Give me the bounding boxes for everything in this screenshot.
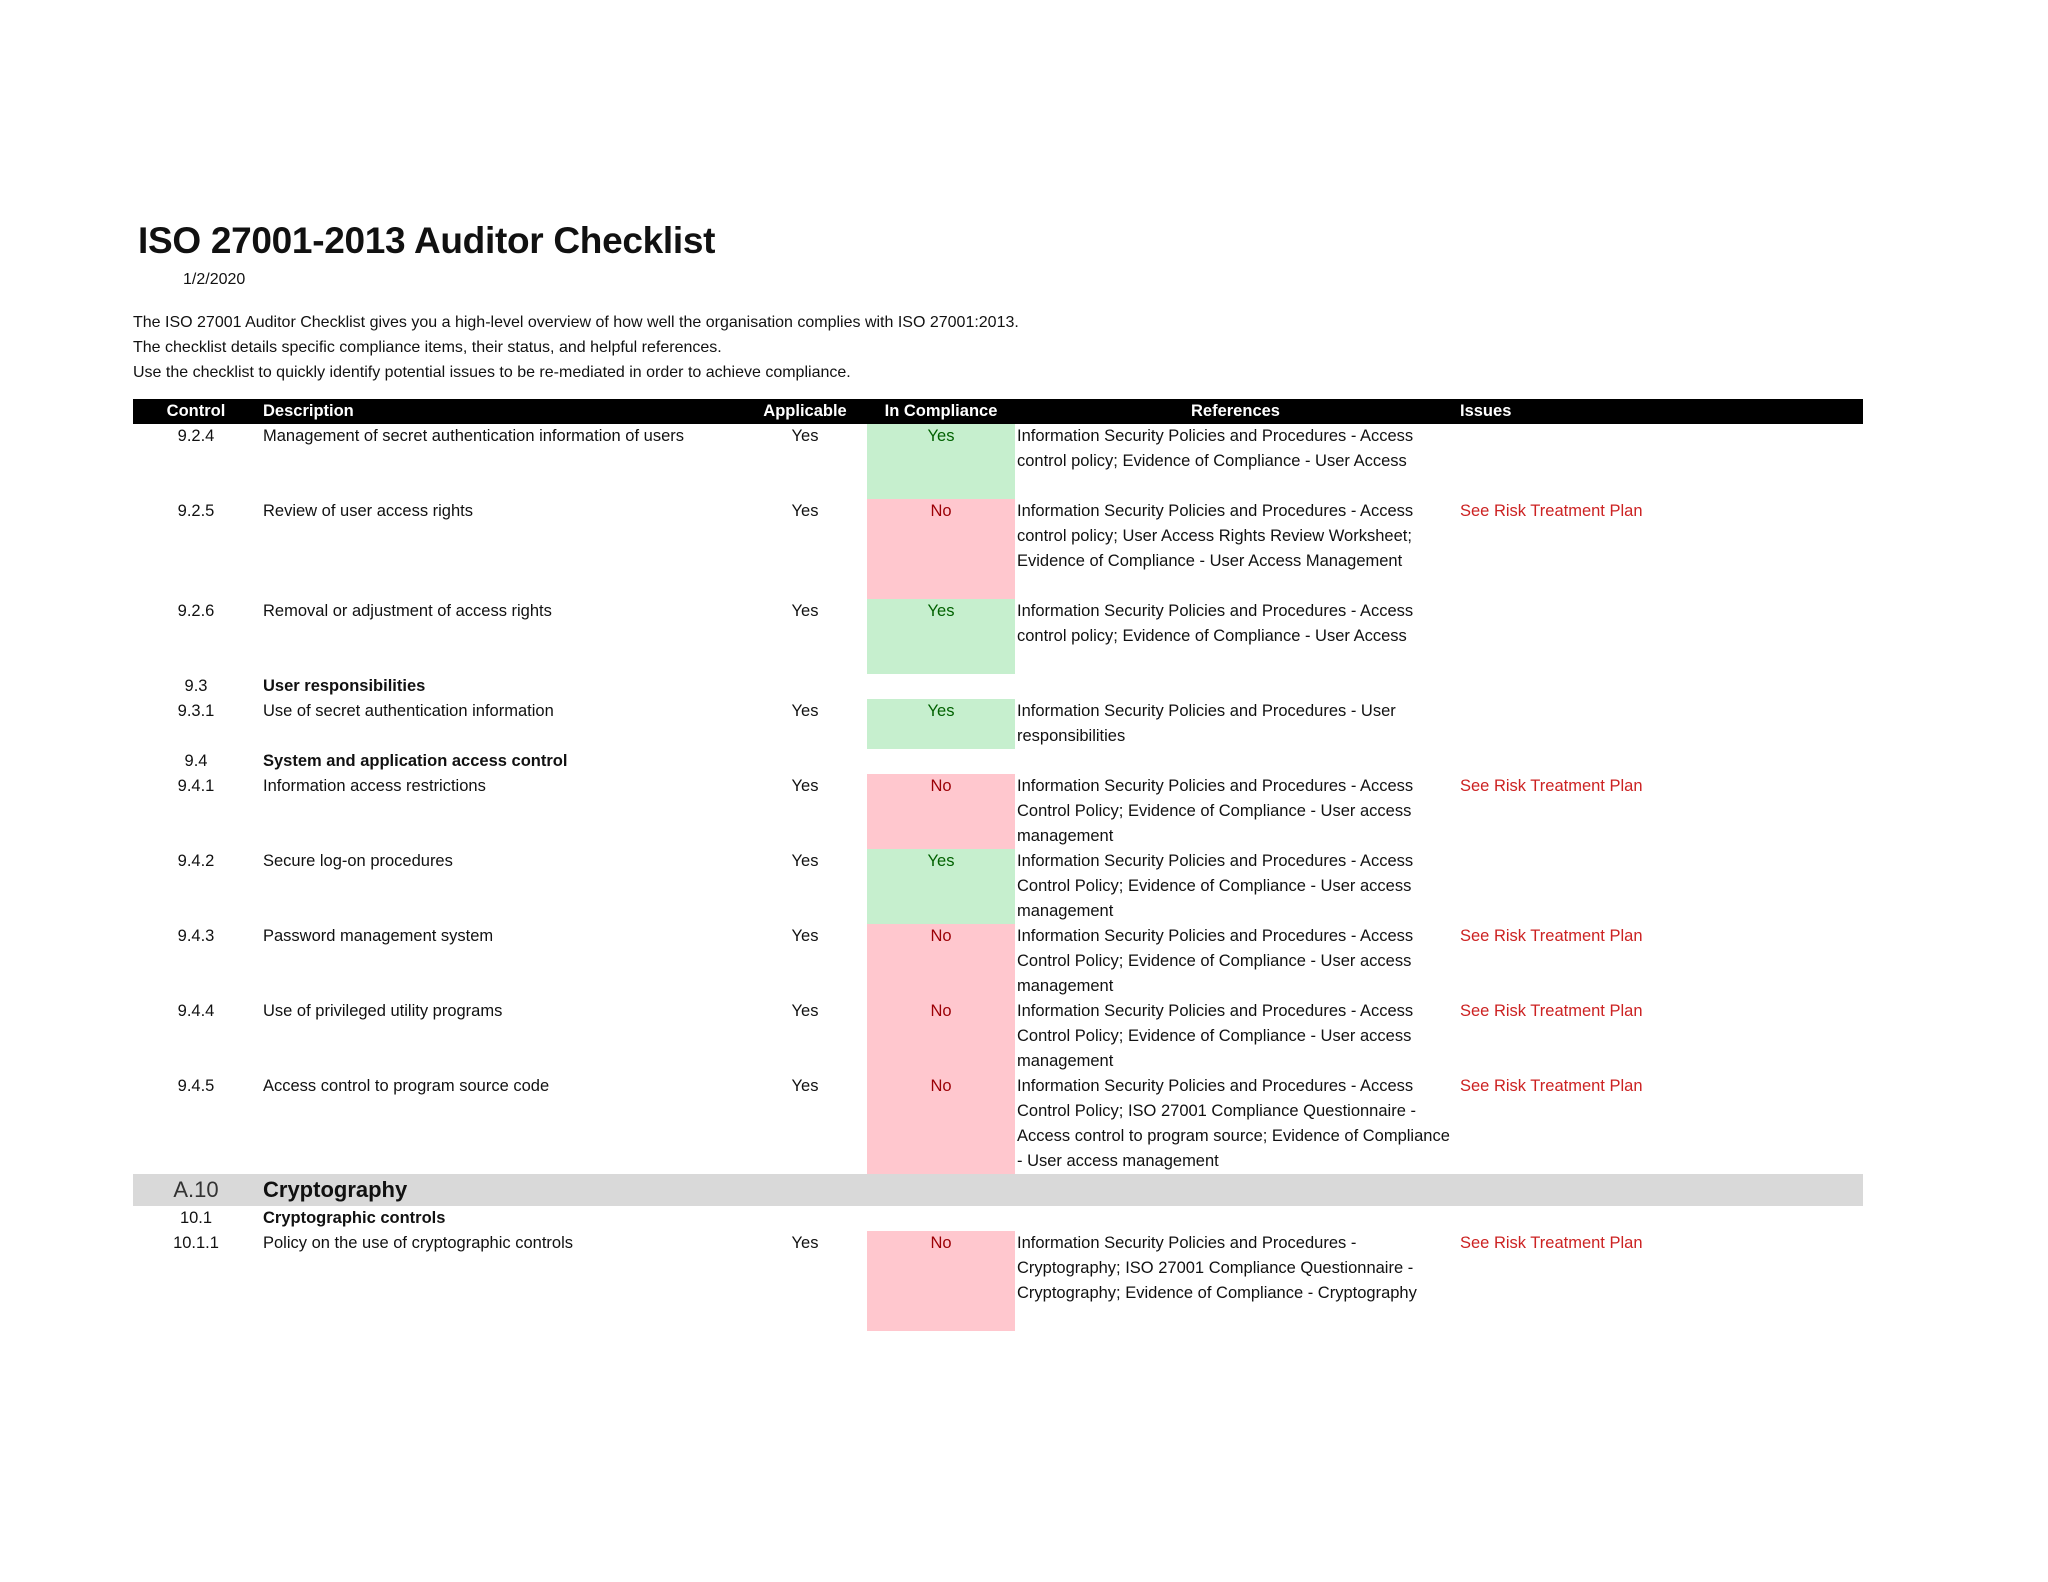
compliance-status: No [867, 924, 1015, 999]
control-description: Password management system [263, 927, 494, 945]
intro-line: The checklist details specific compliance items, their status, and helpful references. [133, 339, 722, 356]
applicable-value: Yes [791, 427, 819, 445]
compliance-status: Yes [867, 849, 1015, 924]
table-row [133, 774, 1863, 849]
section-title: Cryptography [259, 1174, 1863, 1206]
references-text: Information Security Policies and Procedures - Access Control Policy; ISO 27001 Compliance Questionnaire - Access control to program source; Evidence of Compliance - User access management [1017, 1077, 1450, 1170]
references-text: Information Security Policies and Procedures - Access Control Policy; Evidence of Compliance - User access management [1017, 1002, 1414, 1070]
control-id: 10.1.1 [173, 1234, 219, 1252]
checklist-table [133, 399, 1863, 1331]
table-header-row [133, 399, 1863, 424]
applicable-value: Yes [791, 502, 819, 520]
intro-line: The ISO 27001 Auditor Checklist gives you a high-level overview of how well the organisation complies with ISO 27001:2013. [133, 314, 1019, 331]
applicable-value: Yes [791, 1234, 819, 1252]
intro-text [133, 310, 1863, 385]
control-id: 9.4.3 [177, 927, 215, 945]
column-header-in-compliance: In Compliance [867, 399, 1015, 424]
compliance-status: No [867, 499, 1015, 599]
table-row [133, 599, 1863, 674]
table-row [133, 499, 1863, 599]
issues-link[interactable]: See Risk Treatment Plan [1460, 502, 1643, 520]
control-id: 9.4 [184, 752, 208, 770]
applicable-value: Yes [791, 702, 819, 720]
control-id: 9.2.5 [177, 502, 215, 520]
table-row [133, 424, 1863, 499]
table-row [133, 1231, 1863, 1331]
compliance-status: No [867, 999, 1015, 1074]
subsection-title: Cryptographic controls [263, 1209, 446, 1227]
applicable-value: Yes [791, 852, 819, 870]
subsection-title: System and application access control [263, 752, 568, 770]
control-description: Management of secret authentication information of users [263, 427, 684, 445]
references-text: Information Security Policies and Procedures - Access control policy; Evidence of Compliance - User Access [1017, 602, 1414, 645]
table-row [133, 699, 1863, 749]
table-row [133, 849, 1863, 924]
checklist-sheet [133, 218, 1863, 1331]
issues-link[interactable]: See Risk Treatment Plan [1460, 777, 1643, 795]
subsection-row [133, 1206, 1863, 1231]
subsection-row [133, 749, 1863, 774]
applicable-value: Yes [791, 1002, 819, 1020]
table-row [133, 1074, 1863, 1174]
table-row [133, 999, 1863, 1074]
control-description: Access control to program source code [263, 1077, 550, 1095]
applicable-value: Yes [791, 927, 819, 945]
issues-text [1456, 599, 1863, 674]
report-date: 1/2/2020 [183, 271, 246, 288]
control-id: 9.4.2 [177, 852, 215, 870]
column-header-description: Description [259, 399, 743, 424]
references-text: Information Security Policies and Procedures - Access control policy; Evidence of Compliance - User Access [1017, 427, 1414, 470]
control-id: 9.3 [184, 677, 208, 695]
column-header-applicable: Applicable [743, 399, 867, 424]
compliance-status: No [867, 774, 1015, 849]
references-text: Information Security Policies and Procedures - Access control policy; User Access Rights Review Worksheet; Evidence of Compliance - User Access Management [1017, 502, 1414, 570]
issues-link[interactable]: See Risk Treatment Plan [1460, 1077, 1643, 1095]
control-description: Review of user access rights [263, 502, 473, 520]
references-text: Information Security Policies and Procedures - Access Control Policy; Evidence of Compliance - User access management [1017, 852, 1414, 920]
issues-text [1456, 849, 1863, 924]
references-text: Information Security Policies and Procedures - Cryptography; ISO 27001 Compliance Questionnaire - Cryptography; Evidence of Compliance - Cryptography [1017, 1234, 1417, 1302]
issues-link[interactable]: See Risk Treatment Plan [1460, 1234, 1643, 1252]
compliance-status: Yes [867, 424, 1015, 499]
control-id: 9.4.5 [177, 1077, 215, 1095]
intro-line: Use the checklist to quickly identify potential issues to be re-mediated in order to achieve compliance. [133, 364, 851, 381]
compliance-status: Yes [867, 699, 1015, 749]
control-description: Secure log-on procedures [263, 852, 453, 870]
control-id: 10.1 [179, 1209, 213, 1227]
subsection-title: User responsibilities [263, 677, 426, 695]
page-title: ISO 27001-2013 Auditor Checklist [138, 220, 716, 261]
control-description: Use of privileged utility programs [263, 1002, 503, 1020]
issues-link[interactable]: See Risk Treatment Plan [1460, 1002, 1643, 1020]
applicable-value: Yes [791, 1077, 819, 1095]
applicable-value: Yes [791, 777, 819, 795]
compliance-status: Yes [867, 599, 1015, 674]
subsection-row [133, 674, 1863, 699]
issues-text [1456, 699, 1863, 749]
compliance-status: No [867, 1074, 1015, 1174]
compliance-status: No [867, 1231, 1015, 1331]
control-id: 9.4.4 [177, 1002, 215, 1020]
control-description: Information access restrictions [263, 777, 486, 795]
control-description: Use of secret authentication information [263, 702, 554, 720]
control-id: 9.4.1 [177, 777, 215, 795]
issues-link[interactable]: See Risk Treatment Plan [1460, 927, 1643, 945]
column-header-control: Control [133, 399, 259, 424]
control-description: Policy on the use of cryptographic controls [263, 1234, 573, 1252]
section-row [133, 1174, 1863, 1206]
table-row [133, 924, 1863, 999]
control-id: 9.3.1 [177, 702, 215, 720]
section-id: A.10 [133, 1174, 259, 1206]
issues-text [1456, 424, 1863, 499]
column-header-references: References [1015, 399, 1456, 424]
control-id: 9.2.4 [177, 427, 215, 445]
column-header-issues: Issues [1456, 399, 1863, 424]
references-text: Information Security Policies and Procedures - User responsibilities [1017, 702, 1396, 745]
references-text: Information Security Policies and Procedures - Access Control Policy; Evidence of Compliance - User access management [1017, 927, 1414, 995]
applicable-value: Yes [791, 602, 819, 620]
references-text: Information Security Policies and Procedures - Access Control Policy; Evidence of Compliance - User access management [1017, 777, 1414, 845]
control-description: Removal or adjustment of access rights [263, 602, 552, 620]
control-id: 9.2.6 [177, 602, 215, 620]
